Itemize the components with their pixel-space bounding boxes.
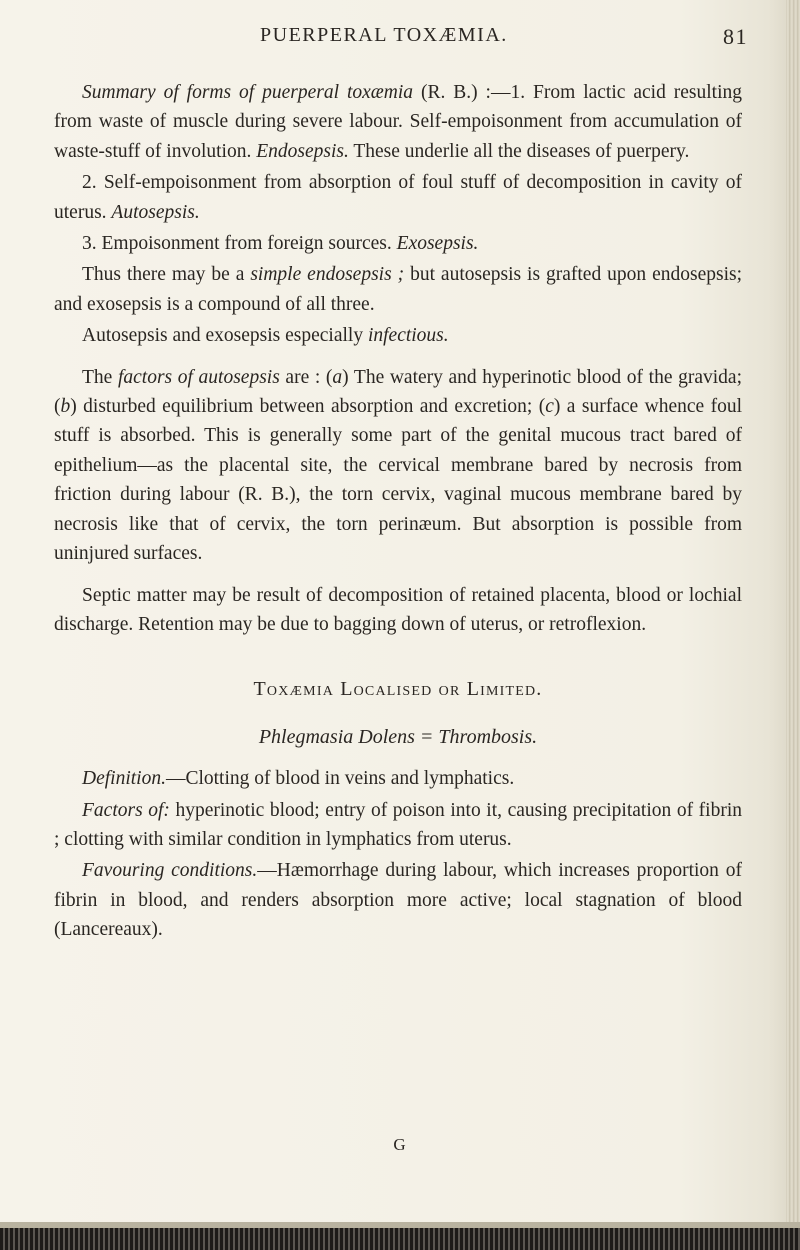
text-run: are : ( [279,366,333,388]
text-run: The [82,366,118,388]
italic-text: Favouring conditions. [82,860,258,882]
paragraph-thus [54,260,742,319]
italic-text: Endosepsis. [256,140,349,162]
italic-text: Autosepsis. [111,201,200,223]
body-text [54,78,742,945]
paragraph-factors [54,363,742,569]
paragraph-factors-of [54,796,742,855]
text-run: (R. B.) :—1. From lactic acid resulting from waste of muscle during severe labour. Self-empoisonment from accumulation of waste-stuff of involution. [54,82,742,162]
page-number: 81 [723,24,748,49]
text-run: 3. Empoisonment from foreign sources. [82,233,397,255]
text-run: ) disturbed equilibrium between absorption and excretion; ( [70,396,546,418]
paragraph-definition [54,764,742,793]
text-run: Thus there may be a [82,264,251,286]
italic-text: a [332,366,343,388]
text-run: Septic matter may be result of decomposition of retained placenta, blood or lochial discharge. Retention may be due to bagging down of uterus, or retroflexion. [54,584,742,635]
text-run: ) a surface whence foul stuff is absorbed. This is generally some part of the genital mucous tract bared of epithelium—as the placental site, the cervical membrane bared by necrosis from friction during labour (R. B.), the torn cervix, vaginal mucous membrane bared by necrosis like that of cervix, the torn perinæum. But absorption is possible from uninjured surfaces. [54,396,742,565]
text-run: —Clotting of blood in veins and lymphatics. [165,768,515,790]
paragraph-item-2 [54,168,742,227]
italic-text: Factors of: [82,799,170,821]
text-run: ) The watery and hyperinotic blood of the gravida; ( [54,366,742,418]
italic-text: c [545,396,554,418]
paragraph-favouring [54,856,742,944]
text-run: but autosepsis is grafted upon endosepsis; and exosepsis is a compound of all three. [54,264,742,315]
paragraph-summary [54,78,742,166]
running-title: PUERPERAL TOXÆMIA. [260,24,508,46]
page-edge-right [786,0,800,1250]
text-run: Autosepsis and exosepsis especially [82,325,368,347]
text-run: 2. Self-empoisonment from absorption of foul stuff of decomposition in cavity of uterus. [54,172,742,223]
subsection-heading: Phlegmasia Dolens = Thrombosis. [258,725,538,748]
text-run: —Hæmorrhage during labour, which increases proportion of fibrin in blood, and renders absorption more active; local stagnation of blood (Lancereaux). [54,860,742,941]
paragraph-infectious [54,321,742,350]
italic-text: Exosepsis. [396,233,479,255]
italic-text: Definition. [82,768,166,790]
italic-text: Summary of forms of puerperal toxæmia [82,82,414,103]
section-heading: Toxæmia Localised or Limited. [253,678,543,701]
page-edge-bottom [0,1228,800,1250]
italic-text: simple endosepsis ; [250,264,405,286]
text-run: hyperinotic blood; entry of poison into it, causing precipitation of fibrin ; clotting with similar condition in lymphatics from uterus. [54,799,742,850]
italic-text: b [60,396,71,418]
paragraph-septic [54,581,742,640]
text-run: These underlie all the diseases of puerpery. [348,140,690,162]
signature-mark: G [393,1135,407,1154]
paragraph-item-3 [54,229,742,258]
italic-text: factors of autosepsis [117,366,280,388]
italic-text: infectious. [367,325,449,347]
